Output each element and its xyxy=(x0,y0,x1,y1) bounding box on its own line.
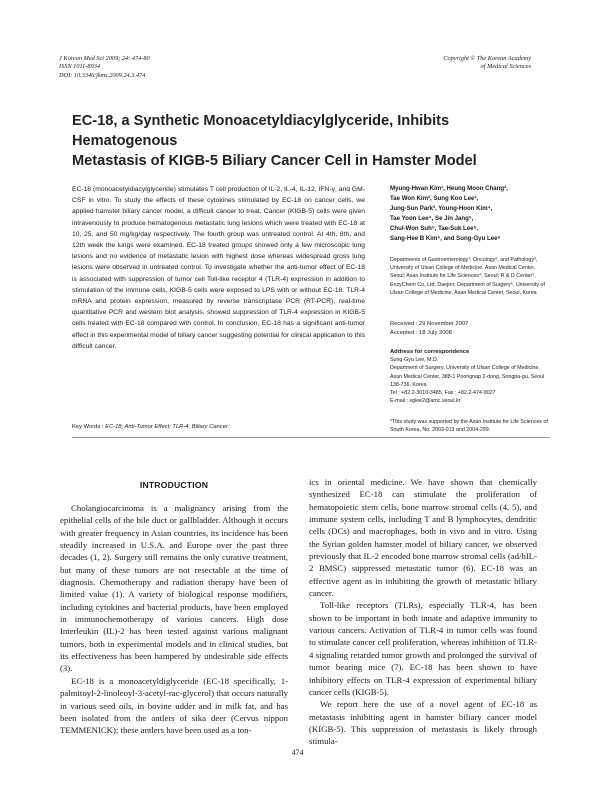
received-date: Received : 29 November 2007 xyxy=(390,321,469,327)
body-paragraph: ics in oriental medicine. We have shown that chemically synthesized EC-18 can stimulate the proliferation of hematopoietic stem cells, bone marrow stromal cells (4, 5), and immune system cells, including T and B lymphocytes, dendritic cells (DCs) and macrophages, both in vivo and in vitro. Using the Syrian golden hamster model of biliary cancer, we observed previously that IL-2 encoded bone marrow stromal cells (ad/hIL-2 BMSC) suppressed metastatic tumor (6). EC-18 was an effective agent as in inhibiting the growth of metastatic biliary cancer. xyxy=(309,477,537,599)
correspondence-line: Sung-Gyu Lee, M.D. xyxy=(390,357,439,364)
correspondence-line: Department of Surgery, University of Ulsan College of Medicine, Asan Medical Center, 388-1 Poongnap 2-dong, Songpa-gu, Seoul 138-736, Korea xyxy=(390,365,545,388)
section-divider xyxy=(72,437,550,438)
body-column-left xyxy=(60,502,288,737)
correspondence-line: E-mail : sglee2@amc.seoul.kr xyxy=(390,398,461,405)
title-line: Metastasis of KIGB-5 Biliary Cancer Cell in Hamster Model xyxy=(72,153,477,169)
abstract: EC-18 (monoacetyldiacylglyceride) stimulates T cell production of IL-2, IL-4, IL-12, IFN-γ, and GM-CSF in vitro. To study the effects of these cytokines stimulated by EC-18 on cancer cells, we applied hamster biliary cancer model, a difficult cancer to treat. Cancer (KIGB-5) cells were given intravenously to produce hematogenous metastatic lung lesions which were treated with EC-18 at 10, 25, and 50 mg/kg/day respectively. The fourth group was untreated control. At 4th, 8th, and 12th week the lungs were examined. EC-18 treated groups showed only a few microscopic lung lesions and no evidence of metastatic lesion with highest dose whereas widespread gross lung lesions were observed in untreated control. To investigate whether the anti-tumor effect of EC-18 is associated with suppression of tumor cell Toll-like receptor 4 (TLR-4) expression in addition to stimulation of the immune cells, KIGB-5 cells were exposed to LPS with or without EC-18. TLR-4 mRNA and protein expression, measured by reverse transcriptase PCR (RT-PCR), real-time quantitative PCR and western blot analysis, showed suppression of TLR-4 expression in KIGB-5 cells treated with EC-18 compared with control. In conclusion, EC-18 has a significant anti-tumor effect in this experimental model of biliary cancer suggesting potential for clinical application to this difficult cancer. xyxy=(72,186,365,350)
body-paragraph: Cholangiocarcinoma is a malignancy arising from the epithelial cells of the bile duct or gallbladder. Although it occurs with greater frequency in Asian countries, its incidence has been steadily increased in U.S.A. and Europe over the past three decades (1, 2). Surgery still remains the only curative treatment, but many of these tumors are not resectable at the time of diagnosis. Chemotherapy and radiation therapy have been of limited value (1). A variety of biological response modifiers, including cytokines and bacterial products, have been employed in immunochemotherapy of various cancers. High dose Interleukin (IL)-2 has been tested against various malignant tumors, both in experimental models and in clinical studies, but its effectiveness has been hampered by undesirable side effects (3). xyxy=(60,503,288,674)
author-line: Chul-Won Suh⁵, Tae-Suk Lee⁵, xyxy=(390,224,479,232)
body-paragraph: We report here the use of a novel agent of EC-18 as metastasis inhibiting agent in hamster biliary cancer model (KIGB-5). This suppression of metastasis is likely through stimula- xyxy=(309,699,537,747)
journal-line: ISSN 1011-8934 xyxy=(59,63,100,71)
title-line: EC-18, a Synthetic Monoacetyldiacylglyceride, Inhibits Hematogenous xyxy=(72,113,450,149)
journal-line: DOI: 10.3346/jkms.2009.24.3.474 xyxy=(59,71,146,79)
copyright-line: Copyright © The Korean Academy xyxy=(443,55,531,62)
keywords-value: EC-18; Anti-Tumor Effect; TLR-4; Biliary Cancer xyxy=(105,424,228,430)
body-paragraph: Toll-like receptors (TLRs), especially TLR-4, has been shown to be important in both innate and adaptive immunity to various cancers. Activation of TLR-4 in tumor cells was found to stimulate cancer cell proliferation, whereas inhibition of TLR-4 signaling retarded tumor growth and prolonged the survival of tumor bearing mice (7). EC-18 has been shown to have inhibitory effects on TLR-4 expression of experimental biliary cancer cells (KIGB-5). xyxy=(309,600,537,697)
section-heading: INTRODUCTION xyxy=(139,480,209,490)
affiliations: Departments of Gastroenterology¹, Oncology², and Pathology³, University of Ulsan College of Medicine, Asan Medical Center, Seoul; Asan Institute for Life Sciences⁴, Seoul; R & D Center⁵, EnzyChem Co, Ltd, Daejon; Department of Surgery⁶, University of Ulsan College of Medicine, Asan Medical Center, Seoul, Korea xyxy=(390,257,545,296)
keywords-label: Key Words : xyxy=(72,424,104,430)
copyright-notice xyxy=(443,55,531,72)
correspondence-line: Tel : +82.2-3010-3485, Fax : +82.2-474-9027 xyxy=(390,390,496,397)
body-paragraph: EC-18 is a monoacetyldiglyceride (EC-18 specifically, 1-palmitoyl-2-linoleoyl-3-acetyl-rac-glycerol) that occurs naturally in various seed oils, in bovine udder and in milk fat, and has been isolated from the antlers of sika deer (Cervus nippon TEMMENICK); these antlers have been used as a ton- xyxy=(60,675,288,736)
journal-citation xyxy=(59,55,150,80)
author-line: Jung-Sun Park³, Young-Hoon Kim⁴, xyxy=(390,204,493,212)
journal-line: J Korean Med Sci 2009; 24: 474-80 xyxy=(59,55,150,62)
author-line: Sang-Hee B Kim⁵, and Sung-Gyu Lee⁶ xyxy=(390,234,501,242)
body-column-right xyxy=(309,476,537,748)
article-dates xyxy=(390,320,550,337)
funding-note: *This study was supported by the Asan Institute for Life Sciences of South Korea, No. 2003-013 and 2004-299. xyxy=(390,419,548,434)
author-line: Tae Won Kim², Sung Koo Lee¹, xyxy=(390,194,479,202)
correspondence-title: Address for correspondence xyxy=(390,349,470,355)
accepted-date: Accepted : 18 July 2008 xyxy=(390,329,452,336)
copyright-line: of Medical Sciences xyxy=(480,63,531,71)
keywords xyxy=(72,424,365,430)
page-number: 474 xyxy=(291,748,304,757)
author-list xyxy=(390,184,550,244)
author-line: Myung-Hwan Kim¹, Heung Moon Chang², xyxy=(390,185,508,192)
author-line: Tae Yoon Lee⁴, Se Jin Jang⁵, xyxy=(390,214,474,222)
article-title xyxy=(72,111,542,171)
correspondence xyxy=(390,348,550,405)
